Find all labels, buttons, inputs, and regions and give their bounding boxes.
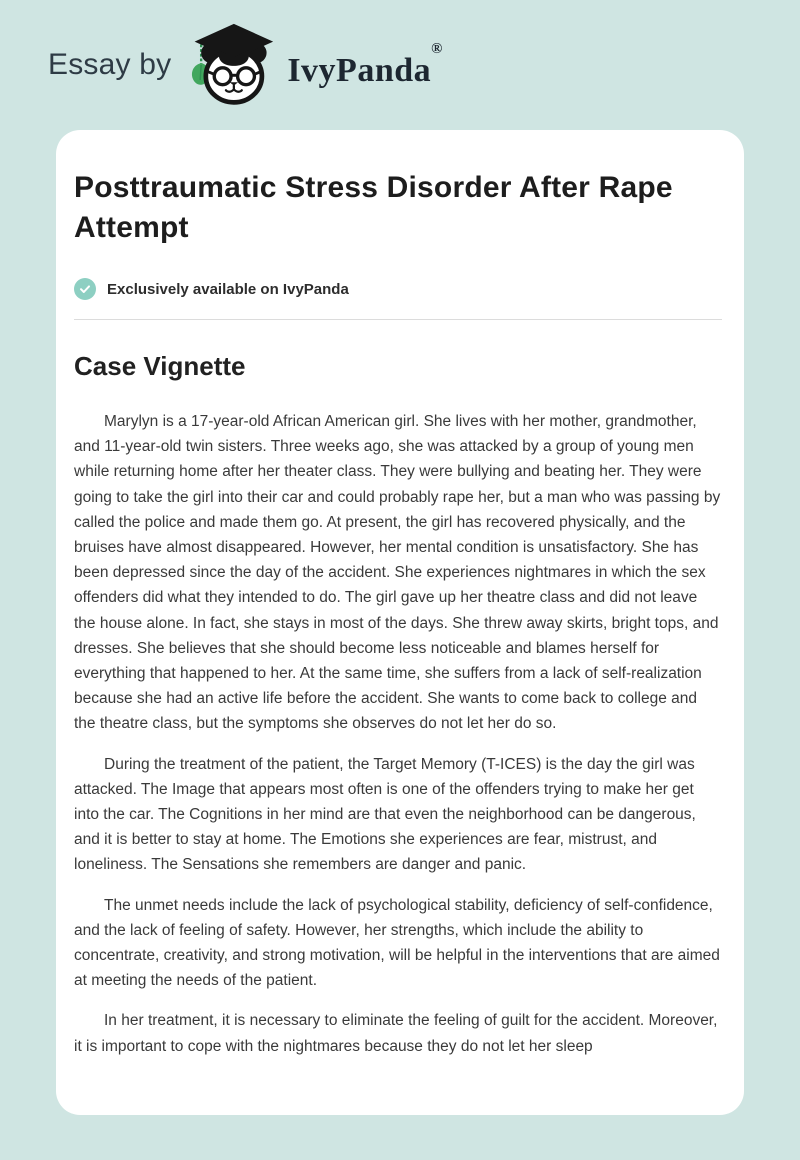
case-paragraph-2: During the treatment of the patient, the Target Memory (T-ICES) is the day the girl was attacked. The Image that appears most often is one of the offenders trying to make her get into the car. The Cognitions in her mind are that even the neighborhood can be dangerous, and it is better to stay at home. The Emotions she experiences are fear, mistrust, and loneliness. The Sensations she remembers are danger and panic. — [74, 755, 696, 874]
divider — [74, 319, 722, 320]
ivypanda-logo[interactable] — [187, 22, 443, 108]
site-header — [0, 0, 800, 130]
exclusive-badge-label: Exclusively available on IvyPanda — [107, 280, 349, 298]
exclusive-badge — [74, 278, 722, 300]
case-paragraph-3: The unmet needs include the lack of psychological stability, deficiency of self-confidence, and the lack of feeling of safety. However, her strengths, which include the ability to concentrate, creativity, and strong motivation, will be helpful in the interventions that are aimed at meeting the needs of the patient. — [74, 896, 720, 990]
essay-title: Posttraumatic Stress Disorder After Rape Attempt — [74, 171, 673, 244]
check-icon — [74, 278, 96, 300]
case-paragraph-4: In her treatment, it is necessary to eliminate the feeling of guilt for the accident. Moreover, it is important to cope with the nightmares because they do not let her sleep — [74, 1012, 718, 1055]
essay-card — [56, 130, 744, 1115]
registered-mark: ® — [431, 40, 443, 57]
case-paragraph-1: Marylyn is a 17-year-old African American girl. She lives with her mother, grandmother, and 11-year-old twin sisters. Three weeks ago, she was attacked by a group of young men while returning home after her theater class. They were bullying and beating her. They were going to take the girl into their car and could probably rape her, but a man who was passing by called the police and made them go. At present, the girl has recovered physically, and the bruises have almost disappeared. However, her mental condition is unsatisfactory. She has been depressed since the day of the accident. She experiences nightmares in which the sex offenders did what they intended to do. The girl gave up her theatre class and did not leave the house alone. In fact, she stays in most of the days. She threw away skirts, bright tops, and dresses. She believes that she should become less noticeable and blames herself for everything that happened to her. At the same time, she suffers from a lack of self-realization because she had an active life before the accident. She wants to come back to college and the theatre class, but the symptoms she observes do not let her do so. — [74, 413, 721, 733]
brand-name: IvyPanda® — [287, 40, 443, 89]
section-heading: Case Vignette — [74, 351, 246, 381]
panda-graduate-logo-icon — [187, 22, 277, 108]
essay-by-label: Essay by — [48, 48, 172, 81]
